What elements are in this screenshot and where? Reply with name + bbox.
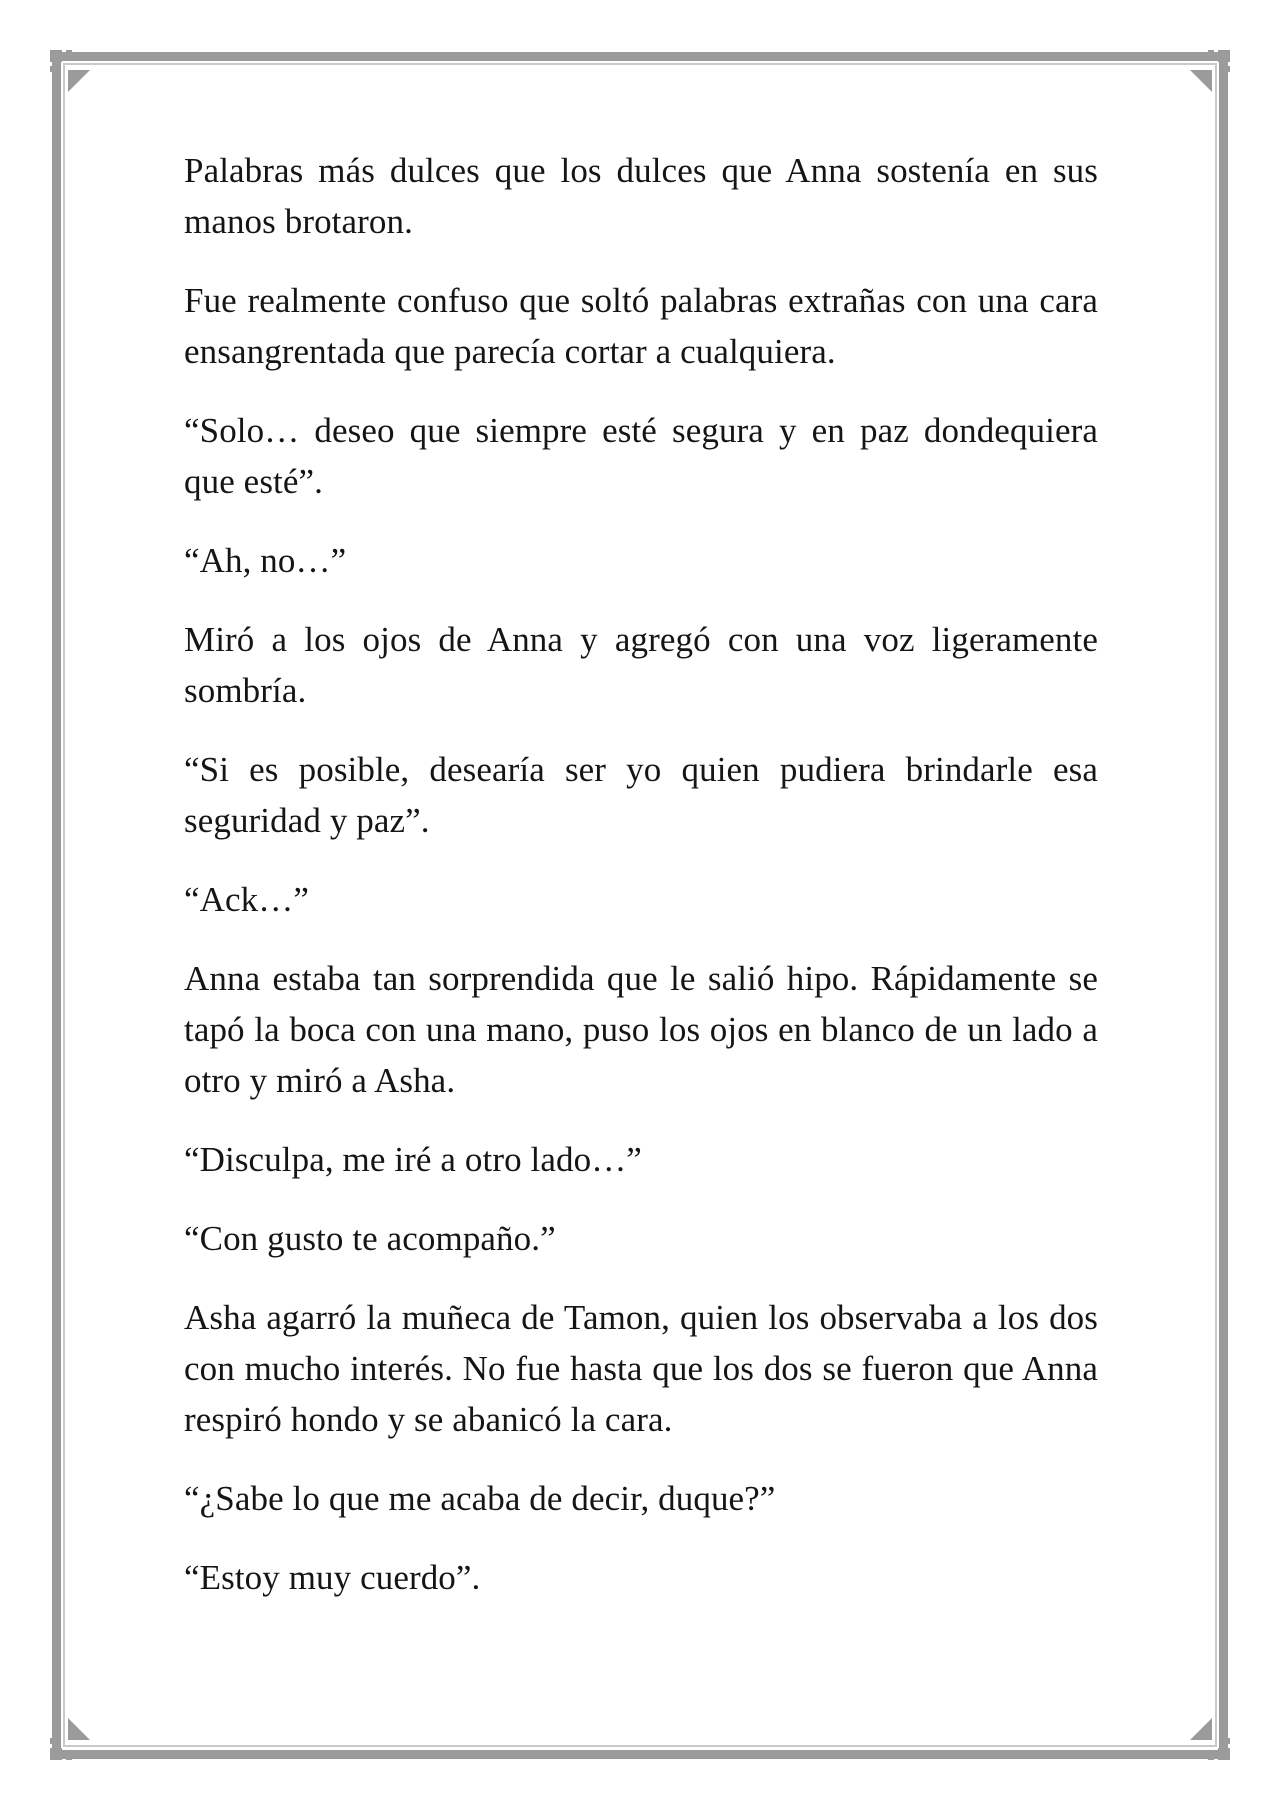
paragraph-7: “Ack…” — [184, 880, 309, 919]
paragraph-8: Anna estaba tan sorprendida que le salió hipo. Rápidamente se tapó la boca con una mano, puso los ojos en blanco de un lado a otro y miró a Asha. — [184, 959, 1098, 1100]
paragraph-3: “Solo… deseo que siempre esté segura y en paz dondequiera que esté”. — [184, 411, 1098, 501]
paragraph-1: Palabras más dulces que los dulces que Anna sostenía en sus manos brotaron. — [184, 151, 1098, 241]
paragraph-4: “Ah, no…” — [184, 541, 347, 580]
paragraph-11: Asha agarró la muñeca de Tamon, quien los observaba a los dos con mucho interés. No fue hasta que los dos se fueron que Anna respiró hondo y se abanicó la cara. — [184, 1298, 1098, 1439]
paragraph-10: “Con gusto te acompaño.” — [184, 1219, 556, 1258]
paragraph-5: Miró a los ojos de Anna y agregó con una voz ligeramente sombría. — [184, 620, 1098, 710]
paragraph-2: Fue realmente confuso que soltó palabras extrañas con una cara ensangrentada que parecía cortar a cualquiera. — [184, 281, 1098, 371]
paragraph-13: “Estoy muy cuerdo”. — [184, 1558, 481, 1597]
page-text — [184, 145, 1098, 1631]
paragraph-9: “Disculpa, me iré a otro lado…” — [184, 1140, 642, 1179]
paragraph-6: “Si es posible, desearía ser yo quien pudiera brindarle esa seguridad y paz”. — [184, 750, 1098, 840]
paragraph-12: “¿Sabe lo que me acaba de decir, duque?” — [184, 1479, 776, 1518]
